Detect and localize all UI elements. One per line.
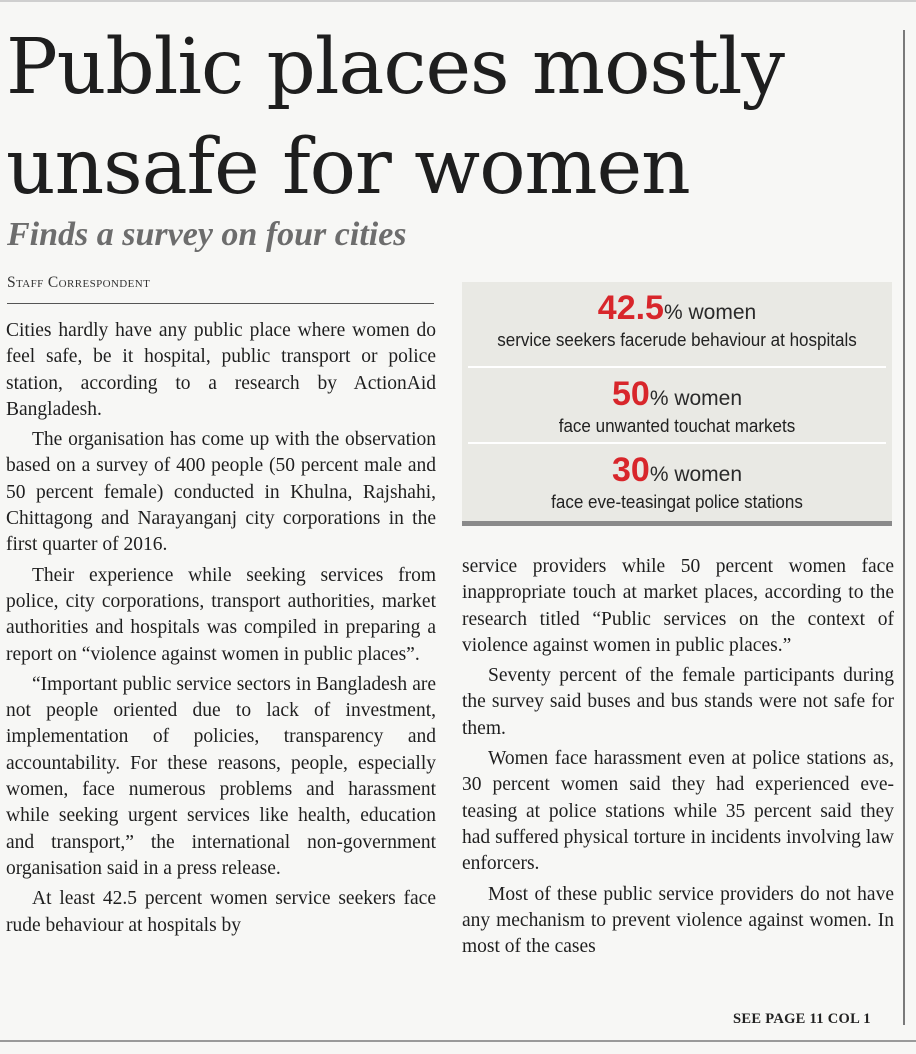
column-rule	[903, 30, 905, 1025]
paragraph: At least 42.5 percent women service seekers face rude behaviour at hospitals by	[6, 888, 436, 936]
stat-item	[462, 450, 892, 514]
top-border	[0, 0, 916, 2]
byline: Staff Correspondent	[7, 274, 151, 291]
paragraph: The organisation has come up with the observation based on a survey of 400 people (50 percent male and 50 percent female) conducted in Khulna, Rajshahi, Chittagong and Narayanganj city corporations in the first quarter of 2016.	[6, 429, 436, 556]
continuation-link[interactable]: SEE PAGE 11 COL 1	[733, 1011, 871, 1027]
headline-line-2: unsafe for women	[6, 123, 690, 212]
paragraph: Seventy percent of the female participants during the survey said buses and bus stands were not safe for them.	[462, 665, 894, 739]
paragraph: Their experience while seeking services from police, city corporations, transport authorities, market authorities and hospitals was compiled in preparing a report on “violence against women in public places”.	[6, 564, 436, 665]
stat-description: face eve-teasingat police stations	[551, 491, 803, 512]
stat-value: 50	[611, 375, 650, 413]
paragraph: Most of these public service providers do not have any mechanism to prevent violence against women. In most of the cases	[462, 883, 894, 958]
paragraph: Women face harassment even at police stations as, 30 percent women said they had experienced eve-teasing at police stations while 35 percent said they had suffered physical torture in incidents involving law enforcers.	[462, 748, 894, 875]
stat-unit: % women	[663, 301, 757, 324]
stat-divider	[468, 366, 886, 368]
article-column-right	[462, 554, 894, 964]
headline-line-1: Public places mostly	[6, 23, 785, 112]
stat-description: service seekers facerude behaviour at hospitals	[497, 329, 857, 350]
stat-unit: % women	[649, 387, 743, 410]
subheadline: Finds a survey on four cities	[7, 216, 407, 253]
stat-item	[462, 374, 892, 438]
stat-value: 42.5	[597, 289, 664, 327]
stat-divider	[468, 442, 886, 444]
stat-item	[462, 288, 892, 352]
bottom-border	[0, 1040, 916, 1042]
statistics-box	[462, 282, 892, 526]
byline-divider	[7, 303, 434, 304]
paragraph: Cities hardly have any public place where women do feel safe, be it hospital, public transport or police station, according to a research by ActionAid Bangladesh.	[6, 320, 436, 420]
paragraph: service providers while 50 percent women face inappropriate touch at market places, according to the research titled “Public services on the context of violence against women in public places.”	[462, 556, 894, 656]
stat-description: face unwanted touchat markets	[558, 415, 796, 436]
stat-unit: % women	[649, 463, 743, 486]
article-column-left	[6, 318, 436, 943]
stat-value: 30	[611, 451, 650, 489]
paragraph: “Important public service sectors in Bangladesh are not people oriented due to lack of investment, implementation of policies, transparency and accountability. For these reasons, people, especially women, face numerous problems and harassment while seeking urgent services like health, education and transport,” the international non-government organisation said in a press release.	[6, 673, 436, 879]
headline	[6, 18, 896, 218]
